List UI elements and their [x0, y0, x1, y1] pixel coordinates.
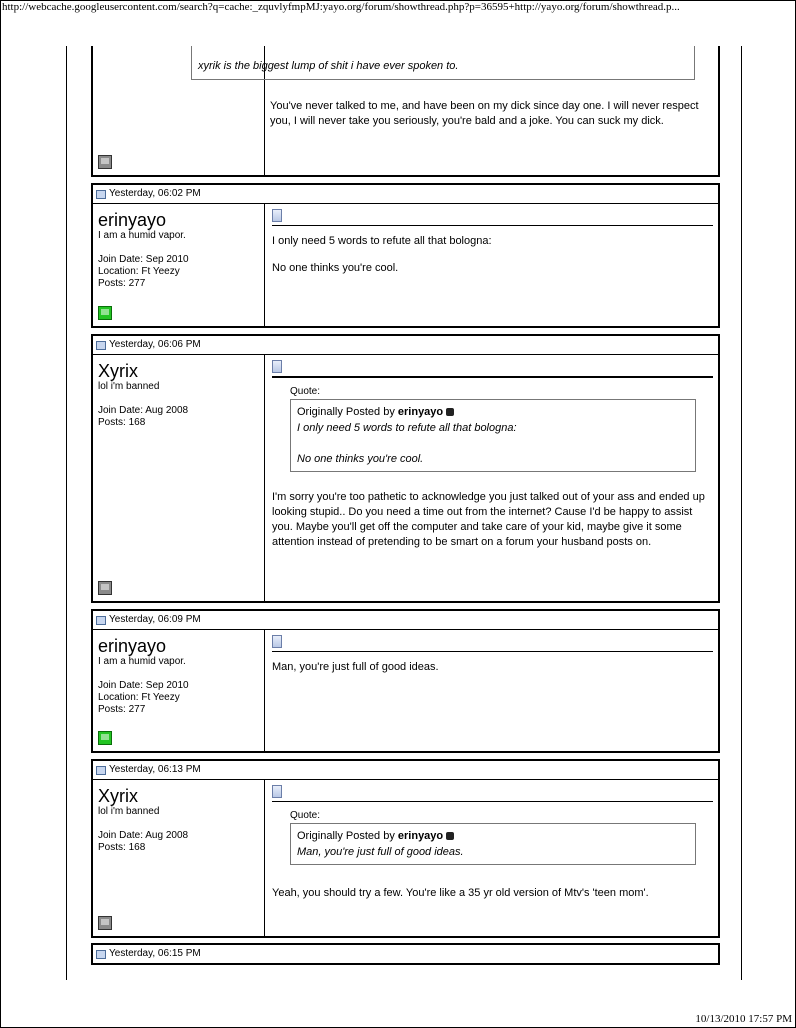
quote-attribution — [297, 404, 689, 420]
post-count: Posts: 168 — [98, 417, 146, 428]
user-info — [98, 405, 264, 429]
quote-line: I only need 5 words to refute all that bologna: — [297, 422, 517, 434]
quote-by-user[interactable]: erinyayo — [397, 830, 444, 842]
post-count: Posts: 168 — [98, 842, 146, 853]
post-time: Yesterday, 06:02 PM — [109, 188, 201, 199]
join-date: Join Date: Sep 2010 — [98, 680, 189, 691]
post-header — [93, 611, 718, 630]
divider — [272, 376, 713, 378]
post-doc-icon — [272, 360, 282, 373]
quote-text — [297, 420, 689, 467]
offline-status-icon — [98, 581, 112, 595]
quote-box — [290, 399, 696, 472]
user-info — [98, 254, 264, 290]
quote-attribution — [297, 828, 689, 844]
location: Location: Ft Yeezy — [98, 692, 180, 703]
quote-line: No one thinks you're cool. — [297, 453, 424, 465]
post-message: You've never talked to me, and have been on my dick since day one. I will never respect you, I will never take you seriously, you're bald and a joke. You can suck my dick. — [270, 100, 699, 127]
quote-by-prefix: Originally Posted by — [297, 406, 395, 418]
location: Location: Ft Yeezy — [98, 266, 180, 277]
message-column — [266, 630, 718, 751]
user-column — [93, 630, 265, 751]
print-timestamp: 10/13/2010 17:57 PM — [695, 1013, 792, 1025]
user-column — [93, 355, 265, 601]
user-title: I am a humid vapor. — [98, 656, 186, 667]
online-status-icon — [98, 731, 112, 745]
post-message: Man, you're just full of good ideas. — [272, 661, 439, 673]
post-count: Posts: 277 — [98, 704, 146, 715]
online-status-icon — [98, 306, 112, 320]
username-link[interactable]: erinyayo — [98, 636, 167, 656]
post — [91, 759, 720, 938]
post — [91, 334, 720, 603]
post — [91, 943, 720, 965]
quote-text — [297, 844, 689, 860]
post-doc-icon — [272, 209, 282, 222]
divider — [272, 225, 713, 226]
page-border-left — [66, 46, 67, 980]
post-time: Yesterday, 06:15 PM — [109, 948, 201, 959]
post-header — [93, 336, 718, 355]
post-icon — [96, 190, 106, 199]
join-date: Join Date: Sep 2010 — [98, 254, 189, 265]
post-header — [93, 761, 718, 780]
quote-box — [290, 823, 696, 865]
view-post-icon[interactable] — [446, 408, 454, 416]
post-icon — [96, 616, 106, 625]
quote-by-user[interactable]: erinyayo — [397, 406, 444, 418]
message-line: No one thinks you're cool. — [272, 262, 399, 274]
divider — [272, 651, 713, 652]
post-time: Yesterday, 06:09 PM — [109, 614, 201, 625]
post — [91, 609, 720, 753]
user-title: lol i'm banned — [98, 806, 160, 817]
quote-text: xyrik is the biggest lump of shit i have ever spoken to. — [198, 60, 459, 72]
post-doc-icon — [272, 785, 282, 798]
user-info — [98, 680, 264, 716]
offline-status-icon — [98, 916, 112, 930]
username-link[interactable]: Xyrix — [98, 361, 138, 381]
offline-status-icon — [98, 155, 112, 169]
username-link[interactable]: Xyrix — [98, 786, 138, 806]
view-post-icon[interactable] — [446, 832, 454, 840]
quote-box — [191, 46, 695, 80]
user-column — [93, 780, 265, 936]
post-time: Yesterday, 06:06 PM — [109, 339, 201, 350]
post-time: Yesterday, 06:13 PM — [109, 764, 201, 775]
user-info — [98, 830, 264, 854]
quote-label: Quote: — [290, 810, 321, 821]
message-line: I only need 5 words to refute all that bologna: — [272, 235, 492, 247]
post-icon — [96, 766, 106, 775]
page-url[interactable]: http://webcache.googleusercontent.com/search?q=cache:_zquvlyfmpMJ:yayo.org/forum/showthread.php?p=36595+http://yayo.org/forum/showthread.p... — [2, 1, 680, 13]
post-message — [272, 234, 713, 276]
divider — [272, 801, 713, 802]
user-title: I am a humid vapor. — [98, 230, 186, 241]
post-doc-icon — [272, 635, 282, 648]
message-column — [266, 780, 718, 936]
post-header — [93, 185, 718, 204]
post-icon — [96, 341, 106, 350]
message-column — [266, 204, 718, 326]
post-count: Posts: 277 — [98, 278, 146, 289]
user-column — [93, 204, 265, 326]
quote-by-prefix: Originally Posted by — [297, 830, 395, 842]
quote-label: Quote: — [290, 386, 321, 397]
username-link[interactable]: erinyayo — [98, 210, 167, 230]
post-message: I'm sorry you're too pathetic to acknowledge you just talked out of your ass and ended up looking stupid.. Do you need a time out from the internet? Cause I'd be happy to assist you. Maybe you'll get off the computer and take care of your kid, maybe give it some attention instead of pretending to be smart on a forum your husband posts on. — [272, 491, 705, 548]
post-message: Yeah, you should try a few. You're like a 35 yr old version of Mtv's 'teen mom'. — [272, 887, 649, 899]
quote-line: Man, you're just full of good ideas. — [297, 846, 464, 858]
post-icon — [96, 950, 106, 959]
user-title: lol i'm banned — [98, 381, 160, 392]
join-date: Join Date: Aug 2008 — [98, 405, 189, 416]
post — [91, 183, 720, 328]
page-border-right — [741, 46, 742, 980]
post-header — [93, 945, 718, 963]
message-column — [266, 355, 718, 601]
join-date: Join Date: Aug 2008 — [98, 830, 189, 841]
